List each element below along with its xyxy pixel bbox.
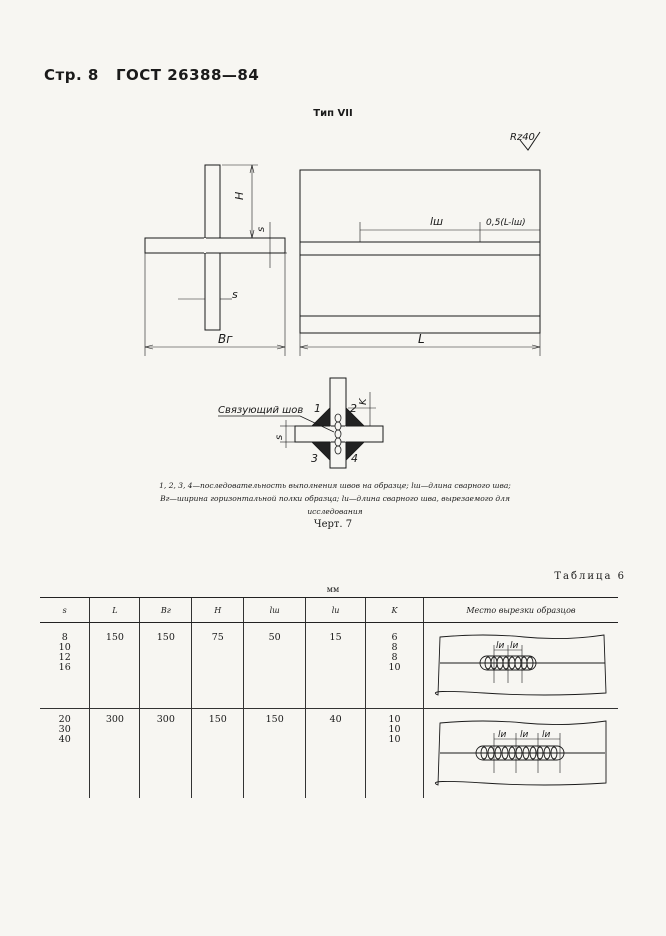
header-K: K [366,598,424,623]
cell-Bg: 150 [140,623,192,709]
header-li: lи [306,598,366,623]
table-header-row [40,598,618,623]
cell-K: 10 10 10 [366,709,424,799]
sketch-label-li-1: lи [497,730,507,740]
cut-sketch-large [424,709,618,795]
figure-legend [130,479,540,518]
label-half: 0,5(L-lш) [486,218,526,228]
label-lsh: lш [430,215,444,228]
sketch-label-li-1: lи [495,641,505,651]
table-title: Таблица 6 [554,571,626,582]
cell-lsh: 50 [244,623,306,709]
legend-line-3: исследования [307,507,363,516]
table-row [40,709,618,799]
figure-type-title: Тип VII [313,108,353,119]
sketch-label-li-2: lи [519,730,529,740]
cell-L: 300 [90,709,140,799]
cut-sketch-small [424,623,618,705]
cell-H: 150 [192,709,244,799]
label-Bg: Bг [218,332,233,346]
header-s: s [40,598,90,623]
cut-location-sketch [423,623,618,709]
table-unit: мм [326,585,340,594]
label-roughness: Rz40 [510,132,535,143]
horizontal-flange [145,238,285,253]
header-L: L [90,598,140,623]
side-view-plate [300,170,540,333]
header-lsh: lш [244,598,306,623]
sketch-label-li-2: lи [509,641,519,651]
sketch-label-li-3: lи [541,730,551,740]
cell-s: 8 10 12 16 [40,623,90,709]
label-s-flange: s [256,226,267,232]
legend-line-2: Bг—ширина горизонтальной полки образца; lи—длина сварного шва, вырезаемого для [160,494,510,503]
header-H: H [192,598,244,623]
specimen-table [40,597,618,798]
figure-caption: Черт. 7 [313,519,353,530]
cell-L: 150 [90,623,140,709]
label-n4: 4 [351,452,358,465]
label-H: H [233,191,246,200]
cell-K: 6 8 8 10 [366,623,424,709]
label-L: L [418,332,425,346]
cut-location-sketch [423,709,618,799]
page-number: Стр. 8 [44,66,99,84]
cell-Bg: 300 [140,709,192,799]
legend-line-1: 1, 2, 3, 4—последовательность выполнения швов на образце; lш—длина сварного шва; [159,481,511,490]
table-row [40,623,618,709]
cell-H: 75 [192,623,244,709]
label-n3: 3 [311,452,318,465]
header-Bg: Bг [140,598,192,623]
label-K: K [358,398,369,405]
label-n2: 2 [350,402,357,415]
cell-li: 40 [306,709,366,799]
standard-number: ГОСТ 26388—84 [115,66,260,84]
label-s-weld: s [274,434,285,440]
label-n1: 1 [314,402,321,415]
cell-li: 15 [306,623,366,709]
label-binding-weld: Связующий шов [218,405,304,416]
header-cut-location: Место вырезки образцов [423,598,618,623]
cell-lsh: 150 [244,709,306,799]
cell-s: 20 30 40 [58,714,71,745]
label-s-vertical: s [232,288,238,301]
